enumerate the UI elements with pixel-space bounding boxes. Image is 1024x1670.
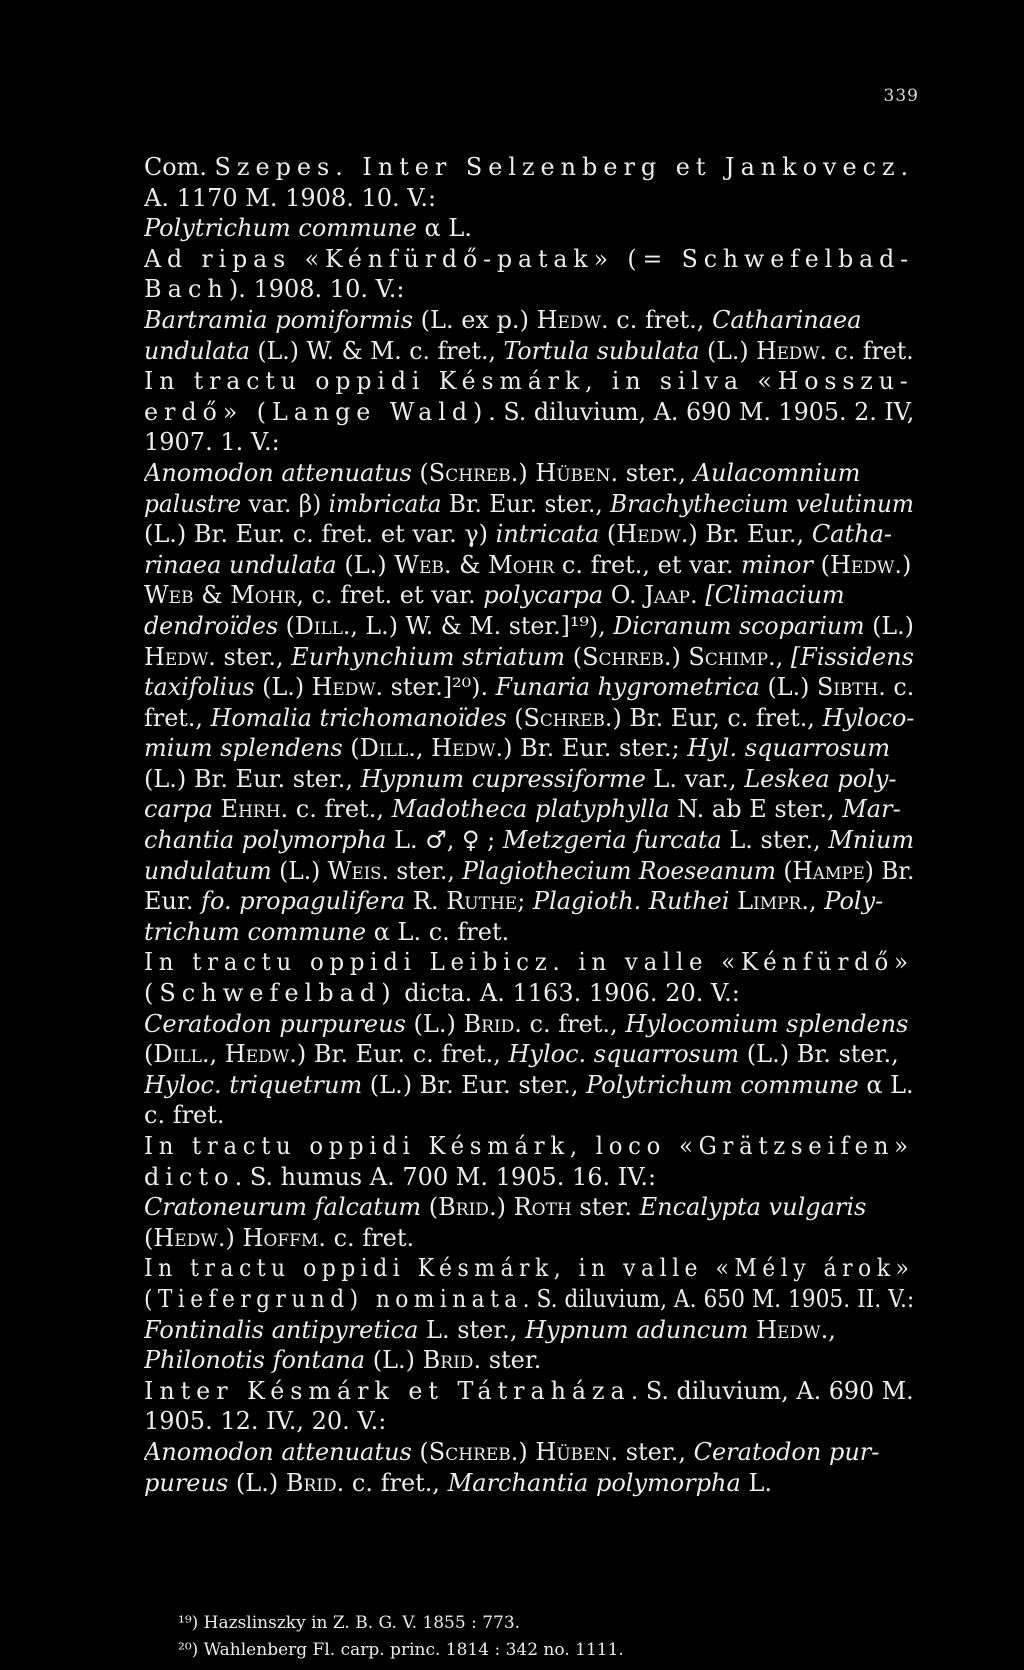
taxon-name: Tortula subulata bbox=[503, 336, 700, 365]
author-name: Mohr bbox=[488, 550, 555, 579]
text-segment: . S. diluvium, A. 690 M. 1905. 2. IV, bbox=[488, 397, 915, 426]
author-name: Ehrh bbox=[220, 795, 281, 824]
text-segment: .) bbox=[217, 1223, 243, 1252]
text-line bbox=[144, 152, 914, 183]
author-name: Jaap bbox=[644, 581, 690, 610]
taxon-name: imbricata bbox=[328, 489, 442, 518]
text-segment: L. var., bbox=[645, 764, 745, 793]
author-name: Hedw bbox=[536, 305, 602, 334]
text-line bbox=[144, 1468, 914, 1499]
taxon-name: Ceratodon pur- bbox=[693, 1437, 880, 1466]
text-segment: L. bbox=[740, 1468, 773, 1497]
text-segment: (L.) Br. ster., bbox=[739, 1040, 899, 1069]
taxon-name: mium splendens bbox=[144, 734, 343, 763]
taxon-name: pureus bbox=[144, 1468, 229, 1497]
taxon-name: dendroïdes bbox=[144, 611, 279, 640]
text-segment: (L.) bbox=[254, 673, 312, 702]
text-segment: R. bbox=[405, 887, 447, 916]
text-segment: (L.) Br. Eur. ster., bbox=[144, 764, 361, 793]
text-line bbox=[144, 1192, 914, 1223]
taxon-name: Hyloc. triquetrum bbox=[144, 1070, 363, 1099]
text-segment: var. β) bbox=[241, 489, 329, 518]
text-line bbox=[144, 886, 914, 917]
author-name: Hedw bbox=[829, 550, 895, 579]
author-name: Brid bbox=[463, 1009, 515, 1038]
author-name: Weis bbox=[327, 856, 382, 885]
text-segment: ., bbox=[201, 1040, 225, 1069]
taxon-name: trichum commune bbox=[144, 917, 367, 946]
locality-text: Ad ripas «Kénfürdő-patak» (= Schwefelbad- bbox=[144, 244, 915, 273]
taxon-name: Fontinalis antipyretica bbox=[144, 1315, 419, 1344]
text-line bbox=[144, 1223, 914, 1254]
taxon-name: Polytrichum commune bbox=[586, 1070, 859, 1099]
text-line bbox=[144, 580, 914, 611]
text-segment bbox=[749, 1316, 757, 1344]
taxon-name: polycarpa bbox=[483, 581, 604, 610]
text-segment: ; bbox=[517, 887, 533, 916]
locality-text: In tractu oppidi Késmárk, in valle «Mély árok» bbox=[144, 1254, 914, 1283]
taxon-name: [Climacium bbox=[705, 581, 845, 610]
author-name: Brid bbox=[285, 1468, 337, 1497]
taxon-name: Homalia trichomanoïdes bbox=[210, 703, 507, 732]
text-segment: . ster., bbox=[208, 642, 292, 671]
text-segment: ( bbox=[421, 1193, 439, 1222]
text-segment: ( bbox=[342, 734, 360, 763]
locality-text: Szepes. Inter Selzenberg et Jankovecz. bbox=[214, 153, 914, 181]
text-segment: .) bbox=[488, 1193, 514, 1222]
text-segment: ( bbox=[278, 611, 295, 640]
text-line bbox=[144, 1009, 914, 1040]
author-name: Schreb bbox=[428, 1437, 511, 1466]
locality-text: dicto bbox=[144, 1162, 235, 1191]
taxon-name: Ceratodon purpureus bbox=[144, 1009, 406, 1038]
taxon-name: minor bbox=[741, 550, 813, 579]
taxon-name: Anomodon attenuatus bbox=[144, 1437, 412, 1466]
text-segment: . S. diluvium, A. 650 M. 1905. II. V.: bbox=[522, 1284, 915, 1313]
text-segment: (L.) bbox=[405, 1009, 464, 1038]
text-segment: . ster., bbox=[381, 856, 463, 885]
text-segment: ., bbox=[820, 1315, 836, 1344]
author-name: Schimp bbox=[688, 642, 769, 671]
text-segment: Eur. bbox=[144, 887, 202, 916]
text-segment: ster. bbox=[571, 1193, 640, 1222]
text-line bbox=[144, 733, 914, 764]
text-segment: . S. diluvium, A. 690 M. bbox=[630, 1376, 914, 1405]
text-segment: . c. fret., bbox=[336, 1468, 448, 1497]
text-segment: ( bbox=[599, 520, 617, 549]
author-name: Hedw bbox=[224, 1040, 290, 1069]
text-segment: . ster., bbox=[610, 1437, 694, 1466]
taxon-name: Cratoneurum falcatum bbox=[144, 1193, 422, 1222]
author-name: Roth bbox=[513, 1193, 572, 1222]
footnotes bbox=[178, 1610, 898, 1664]
locality-text: (Schwefelbad) bbox=[144, 979, 397, 1008]
text-line bbox=[144, 305, 914, 336]
taxon-name: Eurhynchium striatum bbox=[291, 642, 566, 671]
text-segment: L. ster., bbox=[721, 826, 829, 855]
page-number: 339 bbox=[883, 86, 919, 106]
text-segment: .) bbox=[894, 550, 912, 579]
taxon-name: fo. propagulifera bbox=[201, 887, 406, 916]
text-segment: .) Br. Eur. c. fret., bbox=[289, 1040, 509, 1069]
text-line bbox=[144, 366, 914, 397]
taxon-name: Catharinaea bbox=[712, 305, 862, 334]
taxon-name: [Fissidens bbox=[790, 642, 914, 671]
locality-text: In tractu oppidi Késmárk, in silva «Hosszu- bbox=[144, 367, 914, 396]
text-line bbox=[144, 856, 914, 887]
text-segment: ( bbox=[144, 1040, 154, 1069]
text-line bbox=[144, 427, 914, 458]
text-segment: . c. fret. bbox=[318, 1223, 415, 1252]
author-name: Hedw bbox=[153, 1223, 218, 1252]
author-name: Hedw bbox=[144, 642, 209, 671]
taxon-name: Poly- bbox=[824, 887, 884, 916]
taxon-name: rinaea undulata bbox=[144, 550, 337, 579]
text-segment: O. bbox=[603, 581, 645, 610]
text-segment: α L. bbox=[858, 1070, 914, 1099]
text-segment: . c. fret., bbox=[280, 795, 392, 824]
text-line bbox=[144, 947, 914, 978]
text-line bbox=[144, 1100, 914, 1131]
text-segment: .) bbox=[510, 458, 536, 487]
text-segment: (L.) W. & M. c. fret., bbox=[249, 336, 504, 365]
taxon-name: Funaria hygrometrica bbox=[495, 673, 760, 702]
text-segment: ( bbox=[506, 703, 524, 732]
taxon-name: Hyl. squarrosum bbox=[687, 734, 891, 763]
text-segment: (L.) bbox=[759, 673, 817, 702]
text-segment: . c. fret., bbox=[601, 305, 713, 334]
author-name: Mohr bbox=[230, 581, 297, 610]
text-line bbox=[144, 1376, 914, 1407]
text-segment: N. ab E ster., bbox=[669, 795, 843, 824]
text-line bbox=[144, 336, 914, 367]
text-segment: ., bbox=[768, 642, 791, 671]
text-segment: ., bbox=[801, 887, 825, 916]
author-name: Hoffm bbox=[242, 1223, 319, 1252]
taxon-name: Marchantia polymorpha bbox=[447, 1468, 741, 1497]
text-line bbox=[144, 825, 914, 856]
taxon-name: Polytrichum commune bbox=[144, 214, 417, 243]
text-line bbox=[144, 672, 914, 703]
author-name: Schreb bbox=[582, 642, 664, 671]
text-line bbox=[144, 397, 914, 428]
footnote: ¹⁹) Hazslinszky in Z. B. G. V. 1855 : 773. bbox=[178, 1613, 521, 1633]
text-segment: L. ♂, ♀ ; bbox=[386, 826, 503, 855]
text-segment bbox=[213, 795, 221, 823]
text-segment: ., bbox=[408, 734, 432, 763]
author-name: Schreb bbox=[523, 703, 605, 732]
taxon-name: undulata bbox=[144, 336, 250, 365]
text-segment: .) Br. Eur, c. fret., bbox=[604, 703, 823, 732]
text-line bbox=[144, 703, 914, 734]
taxon-name: Anomodon attenuatus bbox=[144, 458, 412, 487]
author-name: Dill bbox=[359, 734, 409, 763]
text-segment: fret., bbox=[144, 703, 211, 732]
text-segment: .) bbox=[663, 642, 689, 671]
text-segment: A. 1170 M. 1908. 10. V.: bbox=[144, 183, 437, 212]
author-name: Hedw bbox=[311, 673, 376, 702]
text-line bbox=[144, 1315, 914, 1346]
author-name: Brid bbox=[438, 1193, 489, 1222]
author-name: Dill bbox=[294, 611, 343, 640]
locality-text: In tractu oppidi Késmárk, loco «Grätzseifen» bbox=[144, 1132, 914, 1160]
text-line bbox=[144, 550, 914, 581]
text-line bbox=[144, 794, 914, 825]
locality-text: Inter Késmárk et Tátraháza bbox=[144, 1376, 631, 1405]
locality-text: In tractu oppidi Leibicz. in valle «Kénfürdő» bbox=[144, 948, 914, 977]
text-segment: Br. Eur. ster., bbox=[441, 489, 611, 518]
locality-text: (Tiefergrund) nominata bbox=[144, 1284, 523, 1313]
taxon-name: Madotheca platyphylla bbox=[391, 795, 670, 824]
author-name: Hüben bbox=[535, 458, 611, 487]
author-name: Hampe bbox=[792, 856, 865, 885]
text-segment: L. ster., bbox=[418, 1315, 526, 1344]
text-line bbox=[144, 1131, 914, 1162]
text-line bbox=[144, 489, 914, 520]
author-name: Ruthe bbox=[446, 887, 518, 916]
taxon-name: Metzgeria furcata bbox=[502, 826, 722, 855]
taxon-name: Philonotis fontana bbox=[144, 1346, 366, 1375]
text-line bbox=[144, 1345, 914, 1376]
text-line bbox=[144, 519, 914, 550]
text-segment: .) Br. Eur. ster.; bbox=[495, 734, 688, 763]
text-segment: (L.) Br. Eur. ster., bbox=[362, 1070, 587, 1099]
text-segment: 1907. 1. V.: bbox=[144, 428, 280, 457]
text-segment: . & bbox=[443, 550, 489, 579]
author-name: Web bbox=[144, 581, 194, 610]
text-segment: dicta. A. 1163. 1906. 20. V.: bbox=[396, 979, 740, 1008]
taxon-name: Plagioth. Ruthei bbox=[532, 887, 730, 916]
text-segment: ., L.) W. & M. ster.]¹⁹), bbox=[342, 611, 614, 640]
taxon-name: Mnium bbox=[828, 826, 914, 855]
text-segment: (L.) bbox=[336, 550, 395, 579]
text-segment: . bbox=[689, 581, 706, 610]
author-name: Hedw bbox=[756, 1315, 821, 1344]
text-segment: ( bbox=[411, 1437, 429, 1466]
text-segment: ). 1908. 10. V.: bbox=[228, 275, 405, 304]
taxon-name: Bartramia pomiformis bbox=[144, 305, 414, 334]
text-segment: α L. bbox=[416, 214, 472, 243]
text-line bbox=[144, 764, 914, 795]
text-segment: & bbox=[193, 581, 231, 610]
taxon-name: chantia polymorpha bbox=[144, 826, 387, 855]
text-segment: .) Br. Eur., bbox=[680, 520, 812, 549]
taxon-name: undulatum bbox=[144, 856, 272, 885]
text-segment: (L.) bbox=[271, 856, 328, 885]
taxon-name: Aulacomnium bbox=[693, 458, 861, 487]
taxon-name: Hyloco- bbox=[822, 703, 915, 732]
text-line bbox=[144, 1070, 914, 1101]
text-line bbox=[144, 1406, 914, 1437]
text-segment: . c. fret., bbox=[514, 1009, 626, 1038]
taxon-name: Mar- bbox=[842, 795, 901, 824]
text-segment: . c. bbox=[878, 673, 915, 702]
author-name: Schreb bbox=[428, 458, 511, 487]
author-name: Hedw bbox=[616, 520, 681, 549]
text-line bbox=[144, 183, 914, 214]
text-line bbox=[144, 611, 914, 642]
taxon-name: intricata bbox=[495, 520, 600, 549]
text-segment: ( bbox=[775, 856, 793, 885]
text-segment: . ster. bbox=[473, 1346, 542, 1375]
text-line bbox=[144, 1162, 914, 1193]
text-segment: c. fret. bbox=[144, 1101, 225, 1130]
locality-text: erdő» (Lange Wald) bbox=[144, 397, 489, 426]
taxon-name: Hyloc. squarrosum bbox=[508, 1040, 740, 1069]
text-line bbox=[144, 1253, 914, 1284]
text-line bbox=[144, 213, 914, 244]
author-name: Web bbox=[394, 550, 444, 579]
body-text bbox=[144, 152, 914, 1498]
text-segment: . S. humus A. 700 M. 1905. 16. IV.: bbox=[234, 1162, 657, 1191]
author-name: Brid bbox=[422, 1346, 474, 1375]
text-segment: (L.) bbox=[365, 1346, 423, 1375]
text-segment: α L. c. fret. bbox=[366, 917, 510, 946]
taxon-name: Hypnum aduncum bbox=[525, 1315, 749, 1344]
taxon-name: Plagiothecium Roeseanum bbox=[462, 856, 776, 885]
text-line bbox=[144, 642, 914, 673]
footnote: ²⁰) Wahlenberg Fl. carp. princ. 1814 : 342 no. 1111. bbox=[178, 1640, 624, 1660]
text-line bbox=[144, 917, 914, 948]
text-segment: ( bbox=[411, 458, 429, 487]
taxon-name: Hylocomium splendens bbox=[625, 1009, 909, 1038]
text-segment: . ster.]²⁰). bbox=[375, 673, 496, 702]
text-segment: 1905. 12. IV., 20. V.: bbox=[144, 1407, 387, 1436]
text-segment: (L.) bbox=[864, 611, 914, 640]
author-name: Hedw bbox=[756, 336, 820, 365]
text-segment: , c. fret. et var. bbox=[296, 581, 484, 610]
text-segment bbox=[729, 887, 737, 915]
text-segment: Com. bbox=[144, 153, 215, 181]
text-segment: .) bbox=[510, 1437, 536, 1466]
text-line bbox=[144, 458, 914, 489]
text-line bbox=[144, 1284, 914, 1315]
locality-text: Bach bbox=[144, 275, 229, 304]
text-segment: ( bbox=[144, 1223, 154, 1252]
author-name: Hedw bbox=[431, 734, 496, 763]
taxon-name: Brachythecium velutinum bbox=[610, 489, 914, 518]
text-segment: (L.) bbox=[228, 1468, 286, 1497]
taxon-name: taxifolius bbox=[144, 673, 255, 702]
text-segment: (L. ex p.) bbox=[413, 305, 537, 334]
author-name: Hüben bbox=[535, 1437, 611, 1466]
text-line bbox=[144, 1039, 914, 1070]
taxon-name: Dicranum scoparium bbox=[613, 611, 865, 640]
text-segment: . c. fret. bbox=[819, 336, 914, 365]
author-name: Limpr bbox=[737, 887, 802, 916]
author-name: Sibth bbox=[816, 673, 879, 702]
text-line bbox=[144, 1437, 914, 1468]
text-segment: (L.) bbox=[699, 336, 757, 365]
text-segment: ( bbox=[812, 550, 830, 579]
taxon-name: Encalypta vulgaris bbox=[639, 1193, 867, 1222]
text-line bbox=[144, 274, 914, 305]
taxon-name: Hypnum cupressiforme bbox=[360, 764, 646, 793]
taxon-name: carpa bbox=[144, 795, 213, 824]
text-line bbox=[144, 978, 914, 1009]
text-line bbox=[144, 244, 914, 275]
taxon-name: Catha- bbox=[811, 520, 893, 549]
text-segment: ) Br. bbox=[864, 856, 915, 885]
taxon-name: palustre bbox=[144, 489, 242, 518]
author-name: Dill bbox=[153, 1040, 202, 1069]
text-segment: . ster., bbox=[610, 458, 694, 487]
text-segment: c. fret., et var. bbox=[554, 550, 742, 579]
text-segment: (L.) Br. Eur. c. fret. et var. γ) bbox=[144, 520, 496, 549]
taxon-name: Leskea poly- bbox=[744, 764, 897, 793]
text-segment: ( bbox=[565, 642, 583, 671]
